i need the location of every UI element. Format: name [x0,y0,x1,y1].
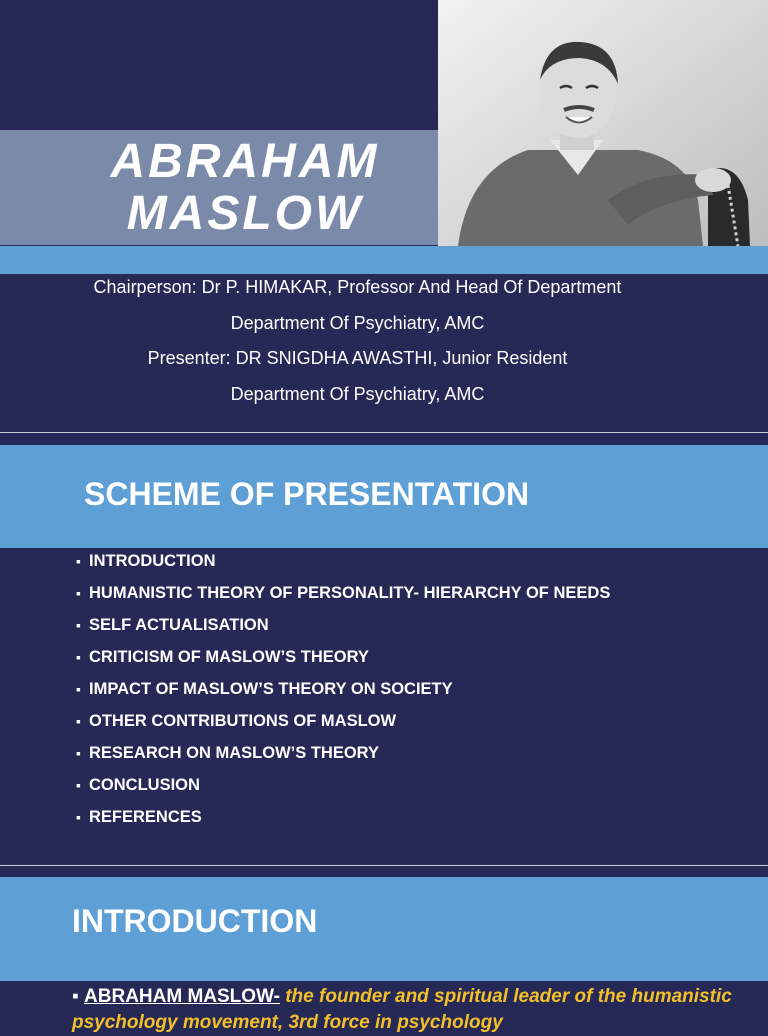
list-item: ▪ CONCLUSION [76,773,610,805]
slide-title [60,136,430,240]
maslow-name: ABRAHAM MASLOW- [84,986,280,1007]
list-item: ▪ IMPACT OF MASLOW’S THEORY ON SOCIETY [76,677,610,709]
list-item: ▪ CRITICISM OF MASLOW’S THEORY [76,645,610,677]
presenter-line: Presenter: DR SNIGDHA AWASTHI, Junior Resident [147,348,568,368]
maslow-portrait-photo [438,0,768,246]
blue-divider-strip [0,246,768,274]
bullet-icon: ▪ [72,986,79,1007]
title-line-1: ABRAHAM [110,135,380,188]
bullet-icon: ▪ [76,809,81,825]
list-item: ▪ RESEARCH ON MASLOW’S THEORY [76,741,610,773]
chairperson-department-line: Department Of Psychiatry, AMC [230,312,485,333]
bullet-icon: ▪ [76,713,81,729]
intro-title: INTRODUCTION [72,903,318,939]
credits-block [0,274,715,416]
slide-separator [0,865,768,866]
list-item: ▪ SELF ACTUALISATION [76,613,610,645]
intro-paragraph [72,984,752,1036]
title-line-2: MASLOW [126,187,364,240]
slide-separator [0,432,768,433]
scheme-list [76,549,610,837]
bullet-icon: ▪ [76,681,81,697]
bullet-icon: ▪ [76,745,81,761]
bullet-icon: ▪ [76,617,81,633]
bullet-icon: ▪ [76,777,81,793]
list-item: ▪ HUMANISTIC THEORY OF PERSONALITY- HIERARCHY OF NEEDS [76,581,610,613]
bullet-icon: ▪ [76,585,81,601]
list-item: ▪ OTHER CONTRIBUTIONS OF MASLOW [76,709,610,741]
list-item: ▪ INTRODUCTION [76,549,610,581]
scheme-title: SCHEME OF PRESENTATION [84,476,530,512]
list-item: ▪ REFERENCES [76,805,610,837]
bullet-icon: ▪ [76,553,81,569]
bullet-icon: ▪ [76,649,81,665]
chairperson-line: Chairperson: Dr P. HIMAKAR, Professor And Head Of Department [93,277,622,297]
maslow-description: the founder and spiritual leader of the humanistic psychology movement, 3rd force in psychology [72,986,732,1033]
presenter-department-line: Department Of Psychiatry, AMC [230,383,485,404]
